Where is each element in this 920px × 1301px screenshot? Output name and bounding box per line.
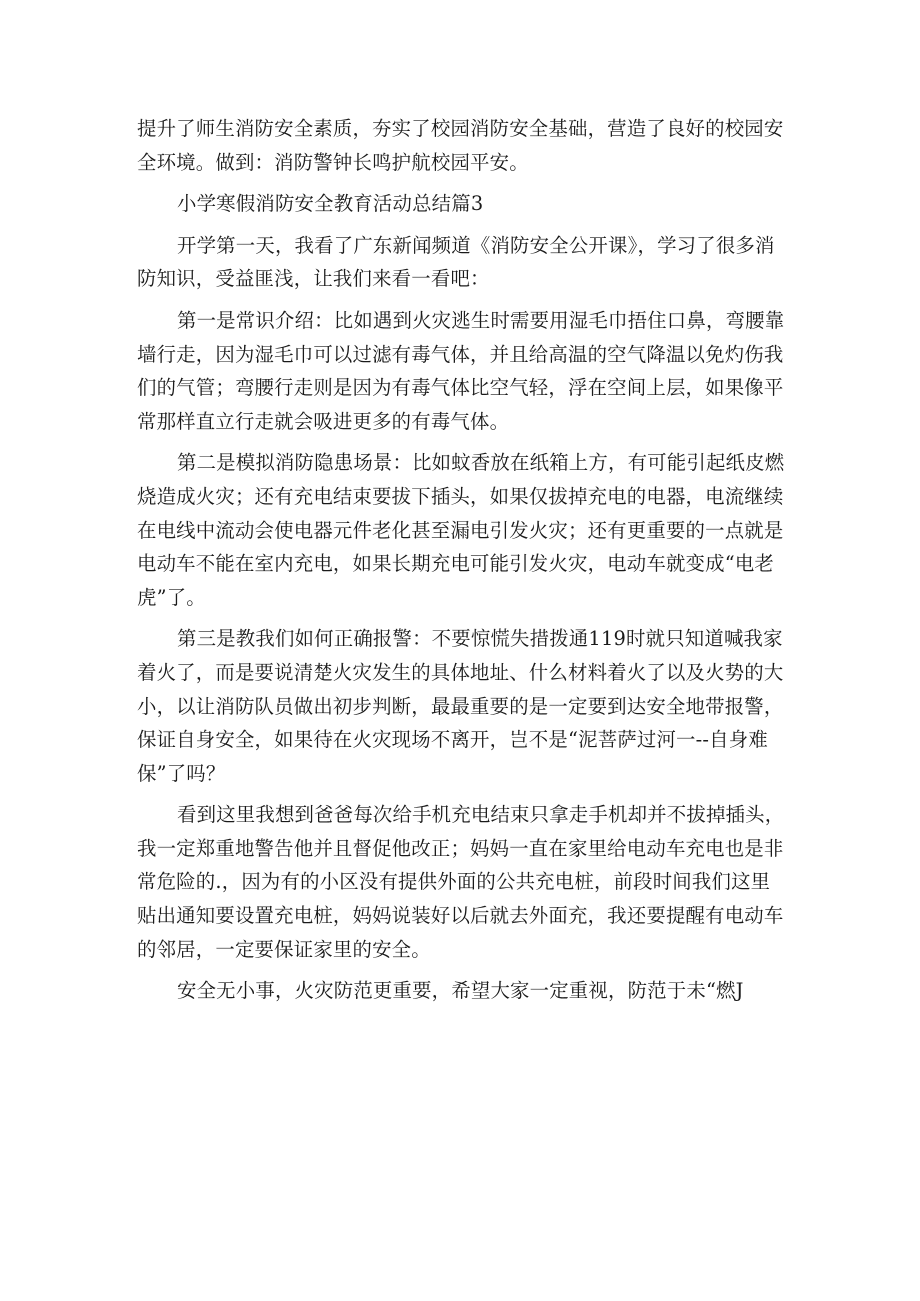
text-line: 烧造成火灾；还有充电结束要拔下插头，如果仅拔掉充电的电器，电流继续 [137,484,784,508]
paragraph-first-line: 第一是常识介绍：比如遇到火灾逃生时需要用湿毛巾捂住口鼻，弯腰靠 [177,308,785,332]
text-line: 着火了，而是要说清楚火灾发生的具体地址、什么材料着火了以及火势的大 [137,660,784,684]
paragraph-first-line: 开学第一天，我看了广东新闻频道《消防安全公开课》，学习了很多消 [177,233,775,257]
text-line: 小，以让消防队员做出初步判断，最最重要的是一定要到达安全地带报警， [137,694,784,718]
text-line: 的邻居，一定要保证家里的安全。 [137,937,431,961]
text-line: 我一定郑重地警告他并且督促他改正；妈妈一直在家里给电动车充电也是非 [137,836,784,860]
text-line: 提升了师生消防安全素质，夯实了校园消防安全基础，营造了良好的校园安 [137,117,784,140]
text-line: 在电线中流动会使电器元件老化甚至漏电引发火灾；还有更重要的一点就是 [137,518,784,542]
paragraph-first-line: 第二是模拟消防隐患场景：比如蚊香放在纸箱上方，有可能引起纸皮燃 [177,451,785,475]
section-heading: 小学寒假消防安全教育活动总结篇3 [177,192,484,216]
text-line: 贴出通知要设置充电桩，妈妈说装好以后就去外面充，我还要提醒有电动车 [137,904,784,928]
text-line: 常危险的.，因为有的小区没有提供外面的公共充电桩，前段时间我们这里 [137,870,771,894]
document-body [137,112,785,1008]
text-line: 常那样直立行走就会吸进更多的有毒气体。 [137,409,510,433]
paragraph-first-line: 看到这里我想到爸爸每次给手机充电结束只拿走手机却并不拔掉插头， [177,803,785,827]
text-line: 们的气管；弯腰行走则是因为有毒气体比空气轻，浮在空间上层，如果像平 [137,376,784,400]
text-line: 虎”了。 [137,585,206,609]
text-line: 保”了吗？ [137,761,226,785]
text-line: 全环境。做到：消防警钟长鸣护航校园平安。 [137,150,529,174]
paragraph-first-line: 安全无小事，火灾防范更重要，希望大家一定重视，防范于未“燃J [177,979,744,1003]
text-line: 墙行走，因为湿毛巾可以过滤有毒气体，并且给高温的空气降温以免灼伤我 [137,342,784,366]
text-line: 保证自身安全，如果待在火灾现场不离开，岂不是“泥菩萨过河一--自身难 [137,728,768,752]
text-line: 电动车不能在室内充电，如果长期充电可能引发火灾，电动车就变成“电老 [137,552,775,576]
paragraph-first-line: 第三是教我们如何正确报警：不要惊慌失措拨通119时就只知道喊我家 [177,627,783,651]
text-line: 防知识，受益匪浅，让我们来看一看吧： [137,267,490,291]
